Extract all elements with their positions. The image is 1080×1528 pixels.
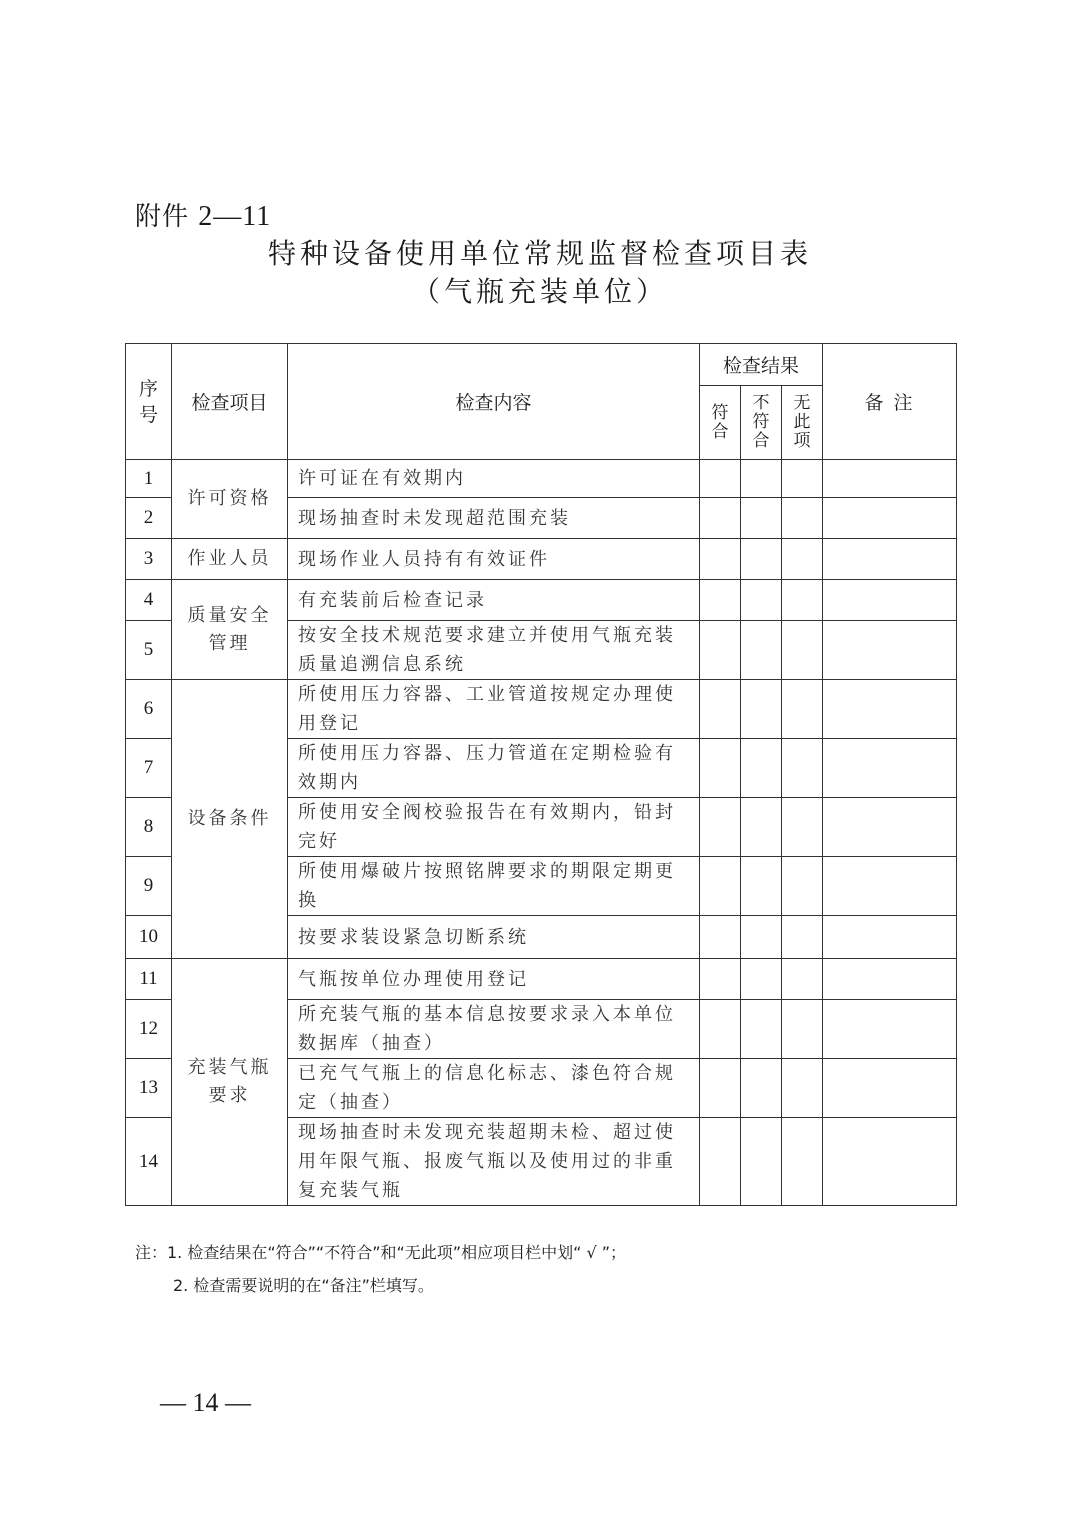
row-number: 8 <box>126 798 172 857</box>
row-number: 13 <box>126 1059 172 1118</box>
remark-cell[interactable] <box>823 460 957 498</box>
conform-cell[interactable] <box>700 460 741 498</box>
row-number: 5 <box>126 621 172 680</box>
category-cell: 作业人员 <box>172 539 288 580</box>
nonconform-cell[interactable] <box>741 739 782 798</box>
nonconform-cell[interactable] <box>741 1118 782 1206</box>
remark-cell[interactable] <box>823 498 957 539</box>
category-label: 质量安全管理 <box>187 604 272 654</box>
header-nonconform-label: 不符合 <box>752 393 770 451</box>
row-number: 7 <box>126 739 172 798</box>
nonconform-cell[interactable] <box>741 916 782 959</box>
conform-cell[interactable] <box>700 1000 741 1059</box>
row-number: 4 <box>126 580 172 621</box>
content-cell: 按要求装设紧急切断系统 <box>288 916 700 959</box>
nonconform-cell[interactable] <box>741 857 782 916</box>
nonconform-cell[interactable] <box>741 460 782 498</box>
notes <box>135 1236 626 1302</box>
row-number: 1 <box>126 460 172 498</box>
header-content: 检查内容 <box>288 344 700 460</box>
na-cell[interactable] <box>782 539 823 580</box>
category-cell: 许可资格 <box>172 460 288 539</box>
content-cell: 气瓶按单位办理使用登记 <box>288 959 700 1000</box>
header-na <box>782 386 823 460</box>
conform-cell[interactable] <box>700 857 741 916</box>
nonconform-cell[interactable] <box>741 798 782 857</box>
content-cell: 所使用压力容器、压力管道在定期检验有效期内 <box>288 739 700 798</box>
category-cell <box>172 959 288 1206</box>
row-number: 12 <box>126 1000 172 1059</box>
na-cell[interactable] <box>782 798 823 857</box>
content-cell: 所使用爆破片按照铭牌要求的期限定期更换 <box>288 857 700 916</box>
content-cell: 所充装气瓶的基本信息按要求录入本单位数据库（抽查） <box>288 1000 700 1059</box>
table-row <box>126 580 957 621</box>
conform-cell[interactable] <box>700 621 741 680</box>
header-remark: 备 注 <box>823 344 957 460</box>
content-cell: 按安全技术规范要求建立并使用气瓶充装质量追溯信息系统 <box>288 621 700 680</box>
page-subtitle: （气瓶充装单位） <box>411 275 668 308</box>
content-cell: 现场抽查时未发现充装超期未检、超过使用年限气瓶、报废气瓶以及使用过的非重复充装气瓶 <box>288 1118 700 1206</box>
content-cell: 已充气气瓶上的信息化标志、漆色符合规定（抽查） <box>288 1059 700 1118</box>
remark-cell[interactable] <box>823 959 957 1000</box>
remark-cell[interactable] <box>823 1059 957 1118</box>
conform-cell[interactable] <box>700 498 741 539</box>
row-number: 11 <box>126 959 172 1000</box>
nonconform-cell[interactable] <box>741 959 782 1000</box>
row-number: 9 <box>126 857 172 916</box>
attachment-label <box>135 196 271 233</box>
row-number: 14 <box>126 1118 172 1206</box>
nonconform-cell[interactable] <box>741 1059 782 1118</box>
remark-cell[interactable] <box>823 621 957 680</box>
note-1: 注：1. 检查结果在“符合”“不符合”和“无此项”相应项目栏中划“ √ ”； <box>135 1243 627 1262</box>
header-seq-label: 序号 <box>138 377 158 426</box>
header-nonconform <box>741 386 782 460</box>
header-conform-label: 符合 <box>711 402 729 442</box>
remark-cell[interactable] <box>823 798 957 857</box>
remark-cell[interactable] <box>823 1000 957 1059</box>
category-cell <box>172 580 288 680</box>
na-cell[interactable] <box>782 680 823 739</box>
na-cell[interactable] <box>782 1118 823 1206</box>
remark-cell[interactable] <box>823 857 957 916</box>
na-cell[interactable] <box>782 1059 823 1118</box>
nonconform-cell[interactable] <box>741 580 782 621</box>
nonconform-cell[interactable] <box>741 498 782 539</box>
row-number: 10 <box>126 916 172 959</box>
na-cell[interactable] <box>782 959 823 1000</box>
na-cell[interactable] <box>782 857 823 916</box>
row-number: 2 <box>126 498 172 539</box>
conform-cell[interactable] <box>700 739 741 798</box>
nonconform-cell[interactable] <box>741 680 782 739</box>
table-row <box>126 460 957 498</box>
page-title: 特种设备使用单位常规监督检查项目表 <box>267 237 812 270</box>
content-cell: 现场作业人员持有有效证件 <box>288 539 700 580</box>
conform-cell[interactable] <box>700 1059 741 1118</box>
content-cell: 许可证在有效期内 <box>288 460 700 498</box>
conform-cell[interactable] <box>700 680 741 739</box>
table-row <box>126 959 957 1000</box>
na-cell[interactable] <box>782 498 823 539</box>
content-cell: 有充装前后检查记录 <box>288 580 700 621</box>
header-item: 检查项目 <box>172 344 288 460</box>
inspection-table <box>125 343 957 1206</box>
remark-cell[interactable] <box>823 539 957 580</box>
header-na-label: 无此项 <box>793 393 811 451</box>
nonconform-cell[interactable] <box>741 621 782 680</box>
row-number: 6 <box>126 680 172 739</box>
nonconform-cell[interactable] <box>741 1000 782 1059</box>
na-cell[interactable] <box>782 739 823 798</box>
remark-cell[interactable] <box>823 1118 957 1206</box>
content-cell: 现场抽查时未发现超范围充装 <box>288 498 700 539</box>
remark-cell[interactable] <box>823 580 957 621</box>
table-row <box>126 680 957 739</box>
na-cell[interactable] <box>782 1000 823 1059</box>
table-row <box>126 539 957 580</box>
conform-cell[interactable] <box>700 1118 741 1206</box>
content-cell: 所使用压力容器、工业管道按规定办理使用登记 <box>288 680 700 739</box>
remark-cell[interactable] <box>823 680 957 739</box>
na-cell[interactable] <box>782 460 823 498</box>
conform-cell[interactable] <box>700 580 741 621</box>
conform-cell[interactable] <box>700 959 741 1000</box>
remark-cell[interactable] <box>823 916 957 959</box>
note-2: 2. 检查需要说明的在“备注”栏填写。 <box>173 1276 434 1295</box>
conform-cell[interactable] <box>700 798 741 857</box>
na-cell[interactable] <box>782 580 823 621</box>
content-cell: 所使用安全阀校验报告在有效期内，铅封完好 <box>288 798 700 857</box>
conform-cell[interactable] <box>700 916 741 959</box>
conform-cell[interactable] <box>700 539 741 580</box>
category-cell: 设备条件 <box>172 680 288 959</box>
nonconform-cell[interactable] <box>741 539 782 580</box>
category-label: 充装气瓶要求 <box>187 1057 272 1106</box>
header-seq <box>126 344 172 460</box>
attachment-number: 2—11 <box>198 201 272 232</box>
remark-cell[interactable] <box>823 739 957 798</box>
header-result: 检查结果 <box>700 344 823 386</box>
na-cell[interactable] <box>782 621 823 680</box>
na-cell[interactable] <box>782 916 823 959</box>
header-conform <box>700 386 741 460</box>
row-number: 3 <box>126 539 172 580</box>
attachment-label-text: 附件 <box>135 202 190 232</box>
page-number: — 14 — <box>160 1388 251 1417</box>
